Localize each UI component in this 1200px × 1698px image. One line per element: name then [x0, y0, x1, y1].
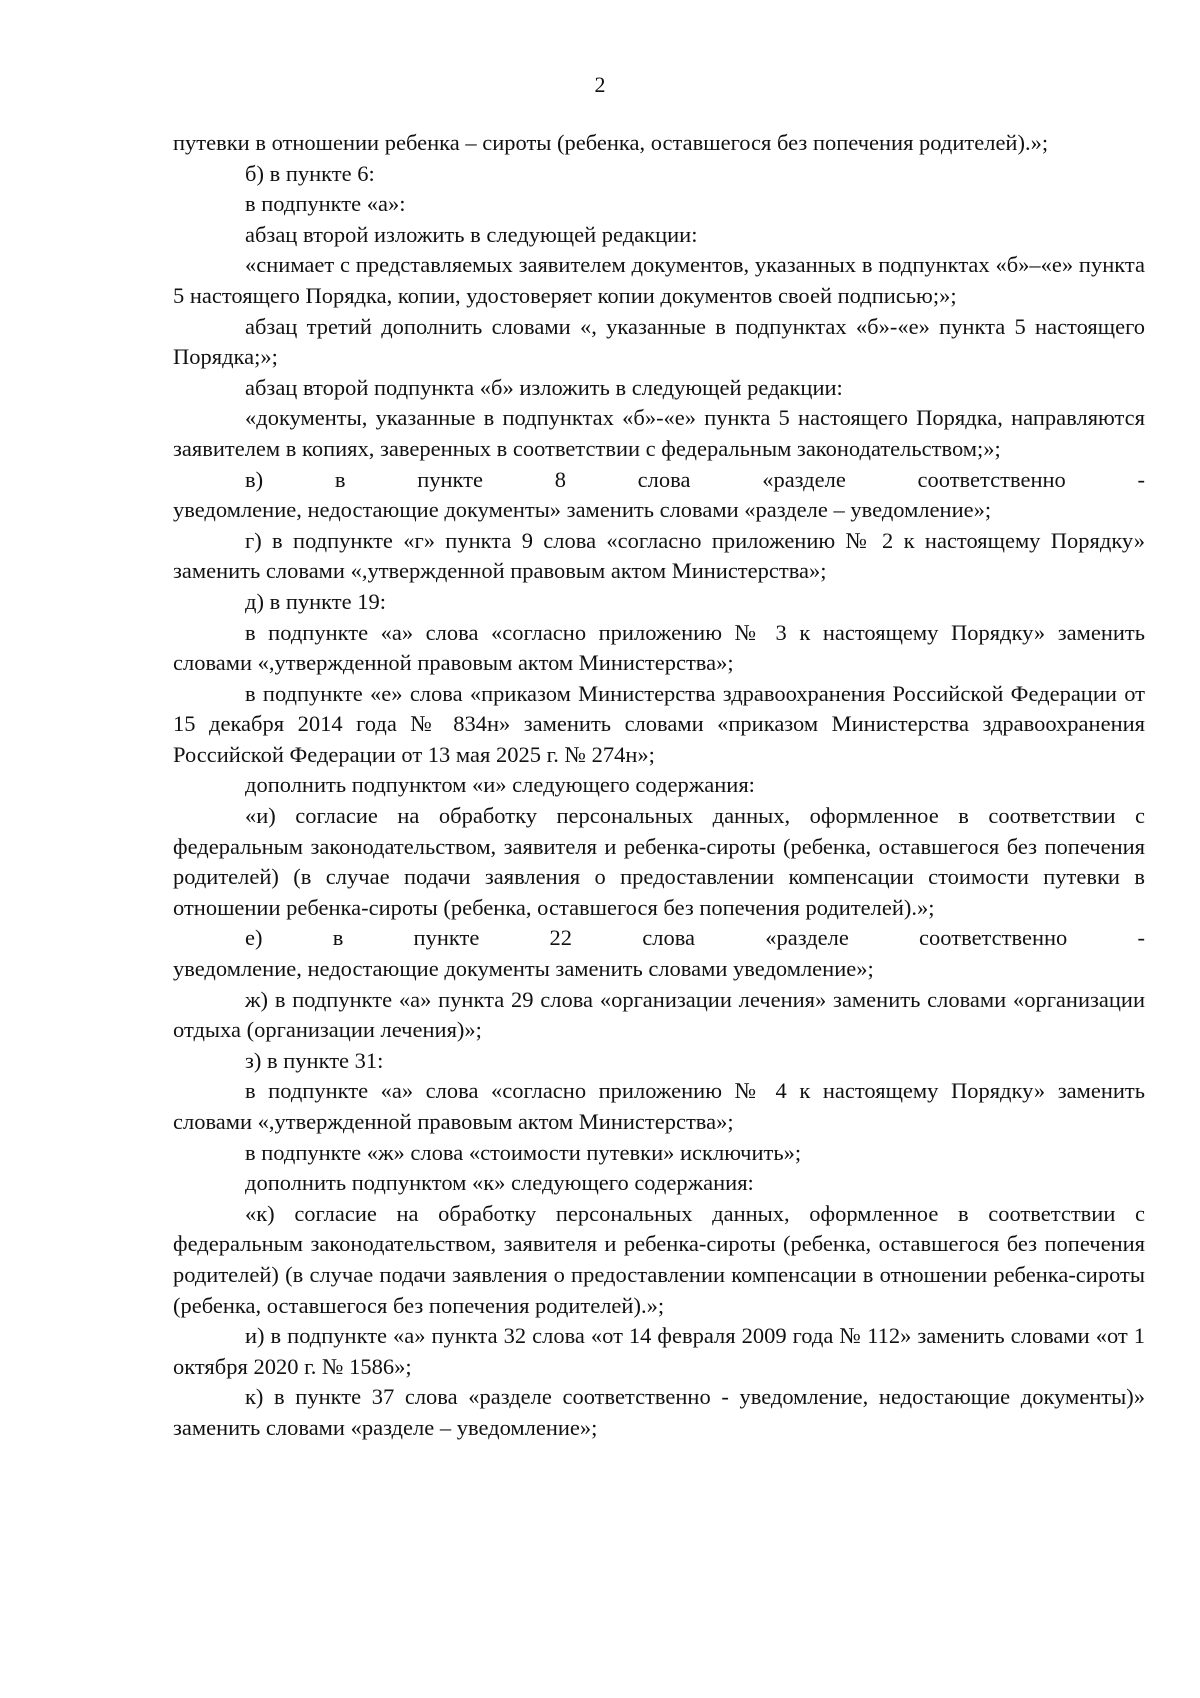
document-body — [173, 128, 1145, 1444]
page-number: 2 — [594, 72, 606, 97]
paragraph: в подпункте «а» слова «согласно приложению № 3 к настоящему Порядку» заменить словами «,утвержденной правовым актом Министерства»; — [173, 619, 1145, 676]
paragraph-item-zh: ж) в подпункте «а» пункта 29 слова «организации лечения» заменить словами «организации отдыха (организации лечения)»; — [173, 986, 1145, 1043]
paragraph: абзац второй изложить в следующей редакции: — [245, 221, 698, 247]
paragraph: в подпункте «а» слова «согласно приложению № 4 к настоящему Порядку» заменить словами «,утвержденной правовым актом Министерства»; — [173, 1078, 1145, 1134]
paragraph: дополнить подпунктом «и» следующего содержания: — [245, 772, 755, 798]
paragraph-item-b: б) в пункте 6: — [245, 160, 375, 186]
paragraph-item-v-continuation: уведомление, недостающие документы» заменить словами «разделе – уведомление»; — [173, 497, 992, 523]
paragraph-item-k: к) в пункте 37 слова «разделе соответственно - уведомление, недостающие документы)» заменить словами «разделе – уведомление»; — [173, 1384, 1145, 1440]
paragraph-item-v: в) в пункте 8 слова «разделе соответственно - — [245, 466, 1145, 492]
paragraph-item-e-continuation: уведомление, недостающие документы заменить словами уведомление»; — [173, 956, 874, 982]
paragraph-item-g: г) в подпункте «г» пункта 9 слова «согласно приложению № 2 к настоящему Порядку» заменить словами «,утвержденной правовым актом Министерства»; — [173, 527, 1145, 584]
paragraph: дополнить подпунктом «к» следующего содержания: — [245, 1170, 754, 1196]
paragraph-quote: «документы, указанные в подпунктах «б»-«е» пункта 5 настоящего Порядка, направляются заявителем в копиях, заверенных в соответствии с федеральным законодательством;»; — [173, 405, 1145, 461]
paragraph-item-i: и) в подпункте «а» пункта 32 слова «от 14 февраля 2009 года № 112» заменить словами «от 1 октября 2020 г. № 1586»; — [173, 1323, 1145, 1379]
paragraph-item-d: д) в пункте 19: — [245, 588, 386, 614]
paragraph: в подпункте «е» слова «приказом Министерства здравоохранения Российской Федерации от 15 декабря 2014 года № 834н» заменить словами «приказом Министерства здравоохранения Российской Федерации от 13 мая 2025 г. № 274н»; — [173, 680, 1145, 767]
paragraph-quote: «к) согласие на обработку персональных данных, оформленное в соответствии с федеральным законодательством, заявителя и ребенка-сироты (ребенка, оставшегося без попечения родителей) (в случае подачи заявления о предоставлении компенсации в отношении ребенка-сироты (ребенка, оставшегося без попечения родителей).»; — [173, 1200, 1145, 1318]
paragraph-subitem-a: в подпункте «а»: — [245, 191, 406, 217]
paragraph-item-z: з) в пункте 31: — [245, 1047, 384, 1073]
paragraph: абзац третий дополнить словами «, указанные в подпунктах «б»-«е» пункта 5 настоящего Порядка;»; — [173, 313, 1145, 370]
paragraph: абзац второй подпункта «б» изложить в следующей редакции: — [245, 374, 843, 400]
paragraph-quote: «и) согласие на обработку персональных данных, оформленное в соответствии с федеральным законодательством, заявителя и ребенка-сироты (ребенка, оставшегося без попечения родителей) (в случае подачи заявления о предоставлении компенсации стоимости путевки в отношении ребенка-сироты (ребенка, оставшегося без попечения родителей).»; — [173, 803, 1145, 920]
paragraph: в подпункте «ж» слова «стоимости путевки» исключить»; — [245, 1139, 802, 1165]
paragraph-quote: «снимает с представляемых заявителем документов, указанных в подпунктах «б»–«е» пункта 5 настоящего Порядка, копии, удостоверяет копии документов своей подписью;»; — [173, 252, 1145, 308]
paragraph-continuation: путевки в отношении ребенка – сироты (ребенка, оставшегося без попечения родителей).»; — [173, 130, 1049, 155]
paragraph-item-e: е) в пункте 22 слова «разделе соответственно - — [245, 925, 1145, 951]
